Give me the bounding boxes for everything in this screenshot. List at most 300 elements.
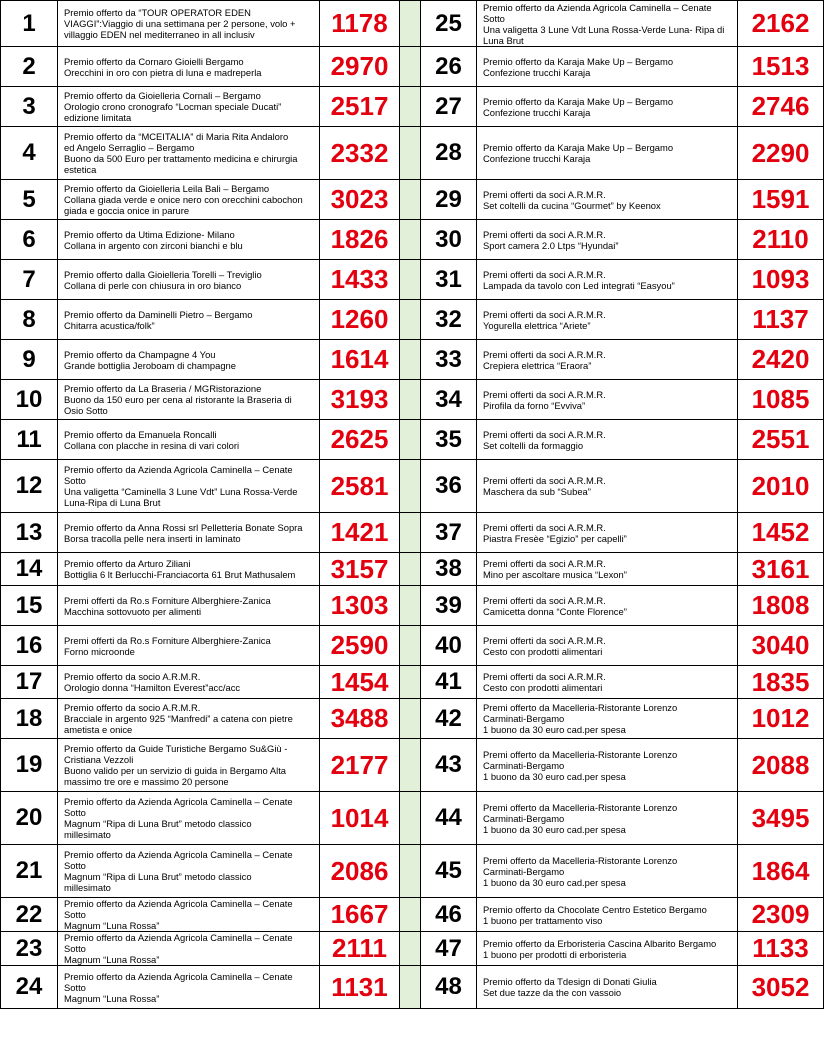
prize-number: 24 (1, 966, 58, 1009)
prize-description-line: Premi offerti da soci A.R.M.R. (483, 558, 606, 569)
winning-ticket: 1131 (320, 966, 400, 1009)
prize-description-line: Premio offerto da Azienda Agricola Caminella – Cenate (64, 796, 293, 807)
table-row (1, 586, 824, 626)
prize-number: 26 (421, 47, 477, 87)
prize-description (477, 932, 738, 966)
prize-number: 23 (1, 932, 58, 966)
prize-description (58, 898, 320, 932)
prize-description-line: Cesto con prodotti alimentari (483, 645, 603, 657)
prize-description-line: Premio offerto da Emanuela Roncalli (64, 428, 217, 440)
prize-description (58, 932, 320, 966)
prize-description-line: Confezione trucchi Karaja (483, 106, 591, 118)
column-separator (400, 87, 421, 127)
winning-ticket: 2177 (320, 739, 400, 792)
prize-number: 40 (421, 626, 477, 666)
prize-number: 3 (1, 87, 58, 127)
prize-description-line: 1 buono da 30 euro cad.per spesa (483, 724, 626, 735)
table-row (1, 340, 824, 380)
prize-description (58, 180, 320, 220)
winning-ticket: 1667 (320, 898, 400, 932)
table-row (1, 87, 824, 127)
prize-description-line: Collana di perle con chiusura in oro bianco (64, 279, 242, 291)
prize-description-line: Orologio crono cronografo “Locman speciale Ducati” (64, 101, 282, 112)
table-row (1, 460, 824, 513)
table-row (1, 1, 824, 47)
winning-ticket: 2746 (738, 87, 824, 127)
prize-description-line: estetica (64, 164, 97, 175)
prize-description-line: massimo tre ore e massimo 20 persone (64, 776, 229, 787)
prize-description (477, 87, 738, 127)
prize-description-line: Camicetta donna “Conte Florence” (483, 605, 627, 617)
prize-description (477, 792, 738, 845)
prize-description-line: Premio offerto da socio A.R.M.R. (64, 702, 201, 713)
winning-ticket: 3040 (738, 626, 824, 666)
prize-description (477, 1, 738, 47)
column-separator (400, 340, 421, 380)
winning-ticket: 1421 (320, 513, 400, 553)
prize-description-line: Buono valido per un servizio di guida in Bergamo Alta (64, 765, 287, 776)
prize-description-line: Set due tazze da the con vassoio (483, 987, 622, 998)
prize-number: 33 (421, 340, 477, 380)
prize-description (58, 1, 320, 47)
prize-description (477, 260, 738, 300)
column-separator (400, 699, 421, 739)
prize-description-line: Collana giada verde e onice nero con orecchini cabochon (64, 194, 303, 205)
prize-description-line: Premi offerto da Macelleria-Ristorante Lorenzo (483, 702, 678, 713)
prize-number: 31 (421, 260, 477, 300)
column-separator (400, 792, 421, 845)
prize-description-line: Premio offerto da Azienda Agricola Caminella – Cenate (64, 970, 293, 982)
prize-description-line: millesimato (64, 829, 111, 840)
table-row (1, 180, 824, 220)
prize-number: 6 (1, 220, 58, 260)
prize-description (58, 553, 320, 586)
winning-ticket: 1303 (320, 586, 400, 626)
prize-number: 47 (421, 932, 477, 966)
table-row (1, 845, 824, 898)
prize-description-line: 1 buono per trattamento viso (483, 914, 603, 926)
prize-number: 42 (421, 699, 477, 739)
column-separator (400, 932, 421, 966)
prize-description (58, 739, 320, 792)
winning-ticket: 3488 (320, 699, 400, 739)
winning-ticket: 2420 (738, 340, 824, 380)
column-separator (400, 966, 421, 1009)
prize-description-line: Premi offerti da soci A.R.M.R. (483, 671, 606, 682)
prize-description-line: villaggio EDEN nel mediterraneo in all inclusiv (64, 29, 255, 40)
prize-number: 35 (421, 420, 477, 460)
winning-ticket: 2162 (738, 1, 824, 47)
prize-description (58, 380, 320, 420)
table-row (1, 966, 824, 1009)
table-row (1, 898, 824, 932)
prize-number: 28 (421, 127, 477, 180)
prize-description-line: Premi offerti da Ro.s Forniture Alberghiere-Zanica (64, 594, 271, 606)
prize-description-line: millesimato (64, 882, 111, 893)
prize-description (58, 792, 320, 845)
prize-description-line: Premi offerti da soci A.R.M.R. (483, 475, 606, 486)
prize-description-line: Premi offerti da soci A.R.M.R. (483, 268, 606, 280)
table-row (1, 699, 824, 739)
prize-description (58, 420, 320, 460)
prize-description-line: Una valigetta “Caminella 3 Lune Vdt” Luna Rossa-Verde (64, 486, 298, 497)
prize-description (477, 420, 738, 460)
prize-description-line: Premi offerti da soci A.R.M.R. (483, 428, 606, 440)
prize-number: 1 (1, 1, 58, 47)
prize-number: 37 (421, 513, 477, 553)
prize-number: 16 (1, 626, 58, 666)
prize-description-line: Sotto (64, 860, 86, 871)
winning-ticket: 2970 (320, 47, 400, 87)
prize-description (58, 340, 320, 380)
prize-description-line: Una valigetta 3 Lune Vdt Luna Rossa-Verde Luna- Ripa di (483, 23, 725, 35)
prize-description-line: Cesto con prodotti alimentari (483, 682, 603, 693)
column-separator (400, 1, 421, 47)
column-separator (400, 553, 421, 586)
prize-description-line: Premio offerto da Guide Turistiche Bergamo Su&Giù - (64, 743, 288, 754)
prize-description-line: Premio offerto da socio A.R.M.R. (64, 671, 201, 682)
prize-description-line: Premio offerto da “TOUR OPERATOR EDEN (64, 7, 251, 18)
winning-ticket: 1260 (320, 300, 400, 340)
winning-ticket: 2010 (738, 460, 824, 513)
prize-description (477, 127, 738, 180)
prize-number: 14 (1, 553, 58, 586)
prize-description (477, 666, 738, 699)
prize-number: 46 (421, 898, 477, 932)
prize-description-line: Premi offerti da soci A.R.M.R. (483, 634, 606, 646)
prize-number: 5 (1, 180, 58, 220)
prize-description-line: Magnum “Luna Rossa” (64, 920, 160, 931)
prize-description (477, 300, 738, 340)
prize-description (477, 47, 738, 87)
winning-ticket: 1178 (320, 1, 400, 47)
prize-description-line: Sotto (64, 943, 86, 954)
winning-ticket: 1012 (738, 699, 824, 739)
table-row (1, 220, 824, 260)
prize-number: 32 (421, 300, 477, 340)
prize-number: 10 (1, 380, 58, 420)
prize-number: 30 (421, 220, 477, 260)
prize-number: 4 (1, 127, 58, 180)
prize-description-line: Sotto (483, 12, 505, 24)
winning-ticket: 1014 (320, 792, 400, 845)
table-row (1, 626, 824, 666)
prize-description-line: Premio offerto da “MCEITALIA” di Maria Rita Andaloro (64, 131, 289, 142)
prize-number: 34 (421, 380, 477, 420)
prize-description-line: Magnum “Luna Rossa” (64, 992, 160, 1004)
column-separator (400, 127, 421, 180)
prize-description-line: Buono da 150 euro per cena al ristorante la Braseria di (64, 394, 292, 405)
winning-ticket: 2332 (320, 127, 400, 180)
prize-description-line: Premi offerti da soci A.R.M.R. (483, 228, 606, 240)
winning-ticket: 1864 (738, 845, 824, 898)
prize-description-line: Buono da 500 Euro per trattamento medicina e chirurgia (64, 153, 298, 164)
table-row (1, 420, 824, 460)
prize-number: 22 (1, 898, 58, 932)
winning-ticket: 2309 (738, 898, 824, 932)
prize-description-line: Premi offerti da soci A.R.M.R. (483, 308, 606, 320)
prize-description-line: Orecchini in oro con pietra di luna e madreperla (64, 66, 262, 78)
prize-number: 17 (1, 666, 58, 699)
prize-description-line: Collana in argento con zirconi bianchi e blu (64, 239, 243, 251)
prize-description (58, 626, 320, 666)
prize-number: 20 (1, 792, 58, 845)
prize-description-line: Yogurella elettrica “Ariete” (483, 319, 591, 331)
prize-description-line: edizione limitata (64, 112, 132, 123)
prize-description (477, 220, 738, 260)
winning-ticket: 1137 (738, 300, 824, 340)
table-row (1, 932, 824, 966)
prize-number: 18 (1, 699, 58, 739)
winning-ticket: 1808 (738, 586, 824, 626)
prize-description-line: Premio offerto da Chocolate Centro Estetico Bergamo (483, 903, 707, 915)
winning-ticket: 1513 (738, 47, 824, 87)
prize-description-line: Carminati-Bergamo (483, 865, 565, 877)
prize-description-line: Collana con placche in resina di vari colori (64, 439, 240, 451)
prize-number: 15 (1, 586, 58, 626)
prize-number: 13 (1, 513, 58, 553)
prize-description-line: Premi offerto da Macelleria-Ristorante Lorenzo (483, 801, 678, 813)
prize-description-line: Crepiera elettrica “Eraora” (483, 359, 592, 371)
prize-description-line: Magnum “Ripa di Luna Brut” metodo classico (64, 871, 252, 882)
prize-description-line: Premio offerto da Anna Rossi srl Pelletteria Bonate Sopra (64, 521, 303, 533)
winning-ticket: 1452 (738, 513, 824, 553)
table-row (1, 300, 824, 340)
prize-description (477, 845, 738, 898)
prize-description-line: Premi offerti da Ro.s Forniture Alberghiere-Zanica (64, 634, 271, 646)
column-separator (400, 626, 421, 666)
prize-number: 9 (1, 340, 58, 380)
prize-number: 11 (1, 420, 58, 460)
prize-description-line: Premio offerto da Karaja Make Up – Bergamo (483, 55, 674, 67)
prize-description (58, 300, 320, 340)
prize-description-line: Premi offerti da soci A.R.M.R. (483, 594, 606, 606)
prize-description-line: Set coltelli da cucina “Gourmet” by Keenox (483, 199, 661, 211)
prize-description (477, 340, 738, 380)
prize-description (477, 966, 738, 1009)
prize-description-line: Luna Brut (483, 34, 524, 46)
prize-description (477, 898, 738, 932)
prize-number: 8 (1, 300, 58, 340)
prize-description-line: Sotto (64, 909, 86, 920)
prize-description-line: Premio offerto da Azienda Agricola Caminella – Cenate (64, 932, 293, 943)
prize-number: 29 (421, 180, 477, 220)
prize-description (58, 260, 320, 300)
prize-description-line: VIAGGI”:Viaggio di una settimana per 2 persone, volo + (64, 18, 296, 29)
table-row (1, 553, 824, 586)
prize-number: 12 (1, 460, 58, 513)
column-separator (400, 380, 421, 420)
prize-description-line: Premio offerto da Karaja Make Up – Bergamo (483, 95, 674, 107)
prize-description-line: ed Angelo Serraglio – Bergamo (64, 142, 195, 153)
prize-description-line: Carminati-Bergamo (483, 759, 565, 771)
winning-ticket: 2086 (320, 845, 400, 898)
column-separator (400, 513, 421, 553)
prize-description (58, 845, 320, 898)
prize-description-line: Borsa tracolla pelle nera inserti in laminato (64, 532, 241, 544)
winning-ticket: 2111 (320, 932, 400, 966)
prize-description-line: Bracciale in argento 925 “Manfredi” a catena con pietre (64, 713, 293, 724)
prize-description-line: Premio offerto da Gioielleria Cornali – Bergamo (64, 90, 261, 101)
column-separator (400, 300, 421, 340)
prize-description-line: Magnum “Luna Rossa” (64, 954, 160, 965)
prize-description-line: Premio offerto da Gioielleria Leila Bali – Bergamo (64, 183, 270, 194)
winning-ticket: 2590 (320, 626, 400, 666)
prize-number: 41 (421, 666, 477, 699)
winning-ticket: 1085 (738, 380, 824, 420)
prize-number: 36 (421, 460, 477, 513)
prize-description-line: 1 buono per prodotti di erboristeria (483, 948, 627, 960)
prize-description (58, 87, 320, 127)
prize-description (58, 966, 320, 1009)
table-row (1, 260, 824, 300)
prize-description-line: Grande bottiglia Jeroboam di champagne (64, 359, 236, 371)
column-separator (400, 845, 421, 898)
prize-description-line: Carminati-Bergamo (483, 812, 565, 824)
prize-description-line: Premio offerto dalla Gioielleria Torelli – Treviglio (64, 268, 262, 280)
prize-number: 38 (421, 553, 477, 586)
prize-number: 27 (421, 87, 477, 127)
prize-number: 19 (1, 739, 58, 792)
table-row (1, 127, 824, 180)
prize-description (477, 180, 738, 220)
prize-description-line: Osio Sotto (64, 405, 108, 416)
prize-description-line: Premio offerto da La Braseria / MGRistorazione (64, 383, 262, 394)
prize-description-line: 1 buono da 30 euro cad.per spesa (483, 770, 626, 782)
prize-description (477, 553, 738, 586)
table-row (1, 47, 824, 87)
prize-number: 25 (421, 1, 477, 47)
column-separator (400, 180, 421, 220)
prize-description-line: Premio offerto da Champagne 4 You (64, 348, 216, 360)
winning-ticket: 3052 (738, 966, 824, 1009)
prize-description-line: giada e goccia onice in parure (64, 205, 190, 216)
prize-description (58, 699, 320, 739)
prize-description-line: Forno microonde (64, 645, 135, 657)
prize-description-line: Set coltelli da formaggio (483, 439, 584, 451)
winning-ticket: 1614 (320, 340, 400, 380)
prize-description (58, 460, 320, 513)
prize-description-line: Confezione trucchi Karaja (483, 153, 591, 164)
winning-ticket: 1133 (738, 932, 824, 966)
prize-description-line: Premi offerti da soci A.R.M.R. (483, 188, 606, 200)
prize-description (477, 380, 738, 420)
winning-ticket: 1835 (738, 666, 824, 699)
winning-ticket: 1591 (738, 180, 824, 220)
prize-description (477, 699, 738, 739)
prize-description-line: Premio offerto da Erboristeria Cascina Albarito Bergamo (483, 937, 717, 949)
prize-description (477, 460, 738, 513)
prize-description (58, 220, 320, 260)
winning-ticket: 2290 (738, 127, 824, 180)
table-row (1, 380, 824, 420)
prize-number: 7 (1, 260, 58, 300)
column-separator (400, 739, 421, 792)
prize-description-line: Premio offerto da Tdesign di Donati Giulia (483, 976, 657, 987)
prize-description-line: Carminati-Bergamo (483, 713, 565, 724)
winning-ticket: 2581 (320, 460, 400, 513)
table-row (1, 739, 824, 792)
column-separator (400, 666, 421, 699)
table-row (1, 792, 824, 845)
prize-description-line: Premi offerto da Macelleria-Ristorante Lorenzo (483, 748, 678, 760)
column-separator (400, 260, 421, 300)
prize-description (58, 127, 320, 180)
winning-ticket: 2551 (738, 420, 824, 460)
prize-description-line: Sotto (64, 807, 86, 818)
prize-description-line: Chitarra acustica/folk” (64, 319, 155, 331)
prize-description-line: Sotto (64, 475, 86, 486)
winning-ticket: 2517 (320, 87, 400, 127)
prize-description-line: Premi offerti da soci A.R.M.R. (483, 388, 606, 400)
prize-description-line: Pirofila da forno “Evviva” (483, 399, 586, 411)
prize-description (477, 739, 738, 792)
prize-description-line: Premio offerto da Azienda Agricola Caminella – Cenate (64, 849, 293, 860)
table-row (1, 513, 824, 553)
prize-number: 43 (421, 739, 477, 792)
prize-number: 45 (421, 845, 477, 898)
prize-description-line: Mino per ascoltare musica “Lexon” (483, 569, 627, 580)
winning-ticket: 1433 (320, 260, 400, 300)
prize-description-line: Luna-Ripa di Luna Brut (64, 497, 161, 508)
prize-number: 44 (421, 792, 477, 845)
prize-description-line: Premio offerto da Azienda Agricola Caminella – Cenate (483, 1, 712, 13)
column-separator (400, 220, 421, 260)
prize-description-line: Premio offerto da Karaja Make Up – Bergamo (483, 142, 674, 153)
prize-description-line: Premio offerto da Utima Edizione- Milano (64, 228, 235, 240)
column-separator (400, 586, 421, 626)
prize-description-line: Macchina sottovuoto per alimenti (64, 605, 202, 617)
winning-ticket: 3161 (738, 553, 824, 586)
prize-description-line: Premio offerto da Azienda Agricola Caminella – Cenate (64, 898, 293, 909)
prize-description-line: Magnum “Ripa di Luna Brut” metodo classico (64, 818, 252, 829)
winning-ticket: 3023 (320, 180, 400, 220)
column-separator (400, 898, 421, 932)
winning-ticket: 3193 (320, 380, 400, 420)
prize-description-line: Confezione trucchi Karaja (483, 66, 591, 78)
prize-number: 48 (421, 966, 477, 1009)
winning-ticket: 3495 (738, 792, 824, 845)
winning-ticket: 1826 (320, 220, 400, 260)
prize-description-line: Premio offerto da Cornaro Gioielli Bergamo (64, 55, 244, 67)
prize-description-line: Sport camera 2.0 Ltps “Hyundai” (483, 239, 619, 251)
prize-description (477, 513, 738, 553)
prize-description-line: Cristiana Vezzoli (64, 754, 134, 765)
column-separator (400, 47, 421, 87)
prize-description (477, 586, 738, 626)
prize-description-line: Premi offerto da Macelleria-Ristorante Lorenzo (483, 854, 678, 866)
column-separator (400, 420, 421, 460)
prize-description-line: 1 buono da 30 euro cad.per spesa (483, 823, 626, 835)
winning-ticket: 3157 (320, 553, 400, 586)
prize-description-line: Bottiglia 6 lt Berlucchi-Franciacorta 61 Brut Mathusalem (64, 569, 296, 580)
prize-description-line: Lampada da tavolo con Led integrati “Easyou” (483, 279, 675, 291)
table-row (1, 666, 824, 699)
prize-description-line: ametista e onice (64, 724, 133, 735)
prize-number: 2 (1, 47, 58, 87)
winning-ticket: 2088 (738, 739, 824, 792)
prize-description (58, 666, 320, 699)
prize-description-line: Premi offerti da soci A.R.M.R. (483, 348, 606, 360)
prize-number: 39 (421, 586, 477, 626)
prize-description-line: Premi offerti da soci A.R.M.R. (483, 521, 606, 533)
winning-ticket: 1093 (738, 260, 824, 300)
prize-description-line: Orologio donna “Hamilton Everest”acc/acc (64, 682, 241, 693)
prize-description (58, 513, 320, 553)
prize-description-line: Premio offerto da Arturo Ziliani (64, 558, 191, 569)
prize-description-line: Maschera da sub “Subea” (483, 486, 591, 497)
prize-description-line: 1 buono da 30 euro cad.per spesa (483, 876, 626, 888)
